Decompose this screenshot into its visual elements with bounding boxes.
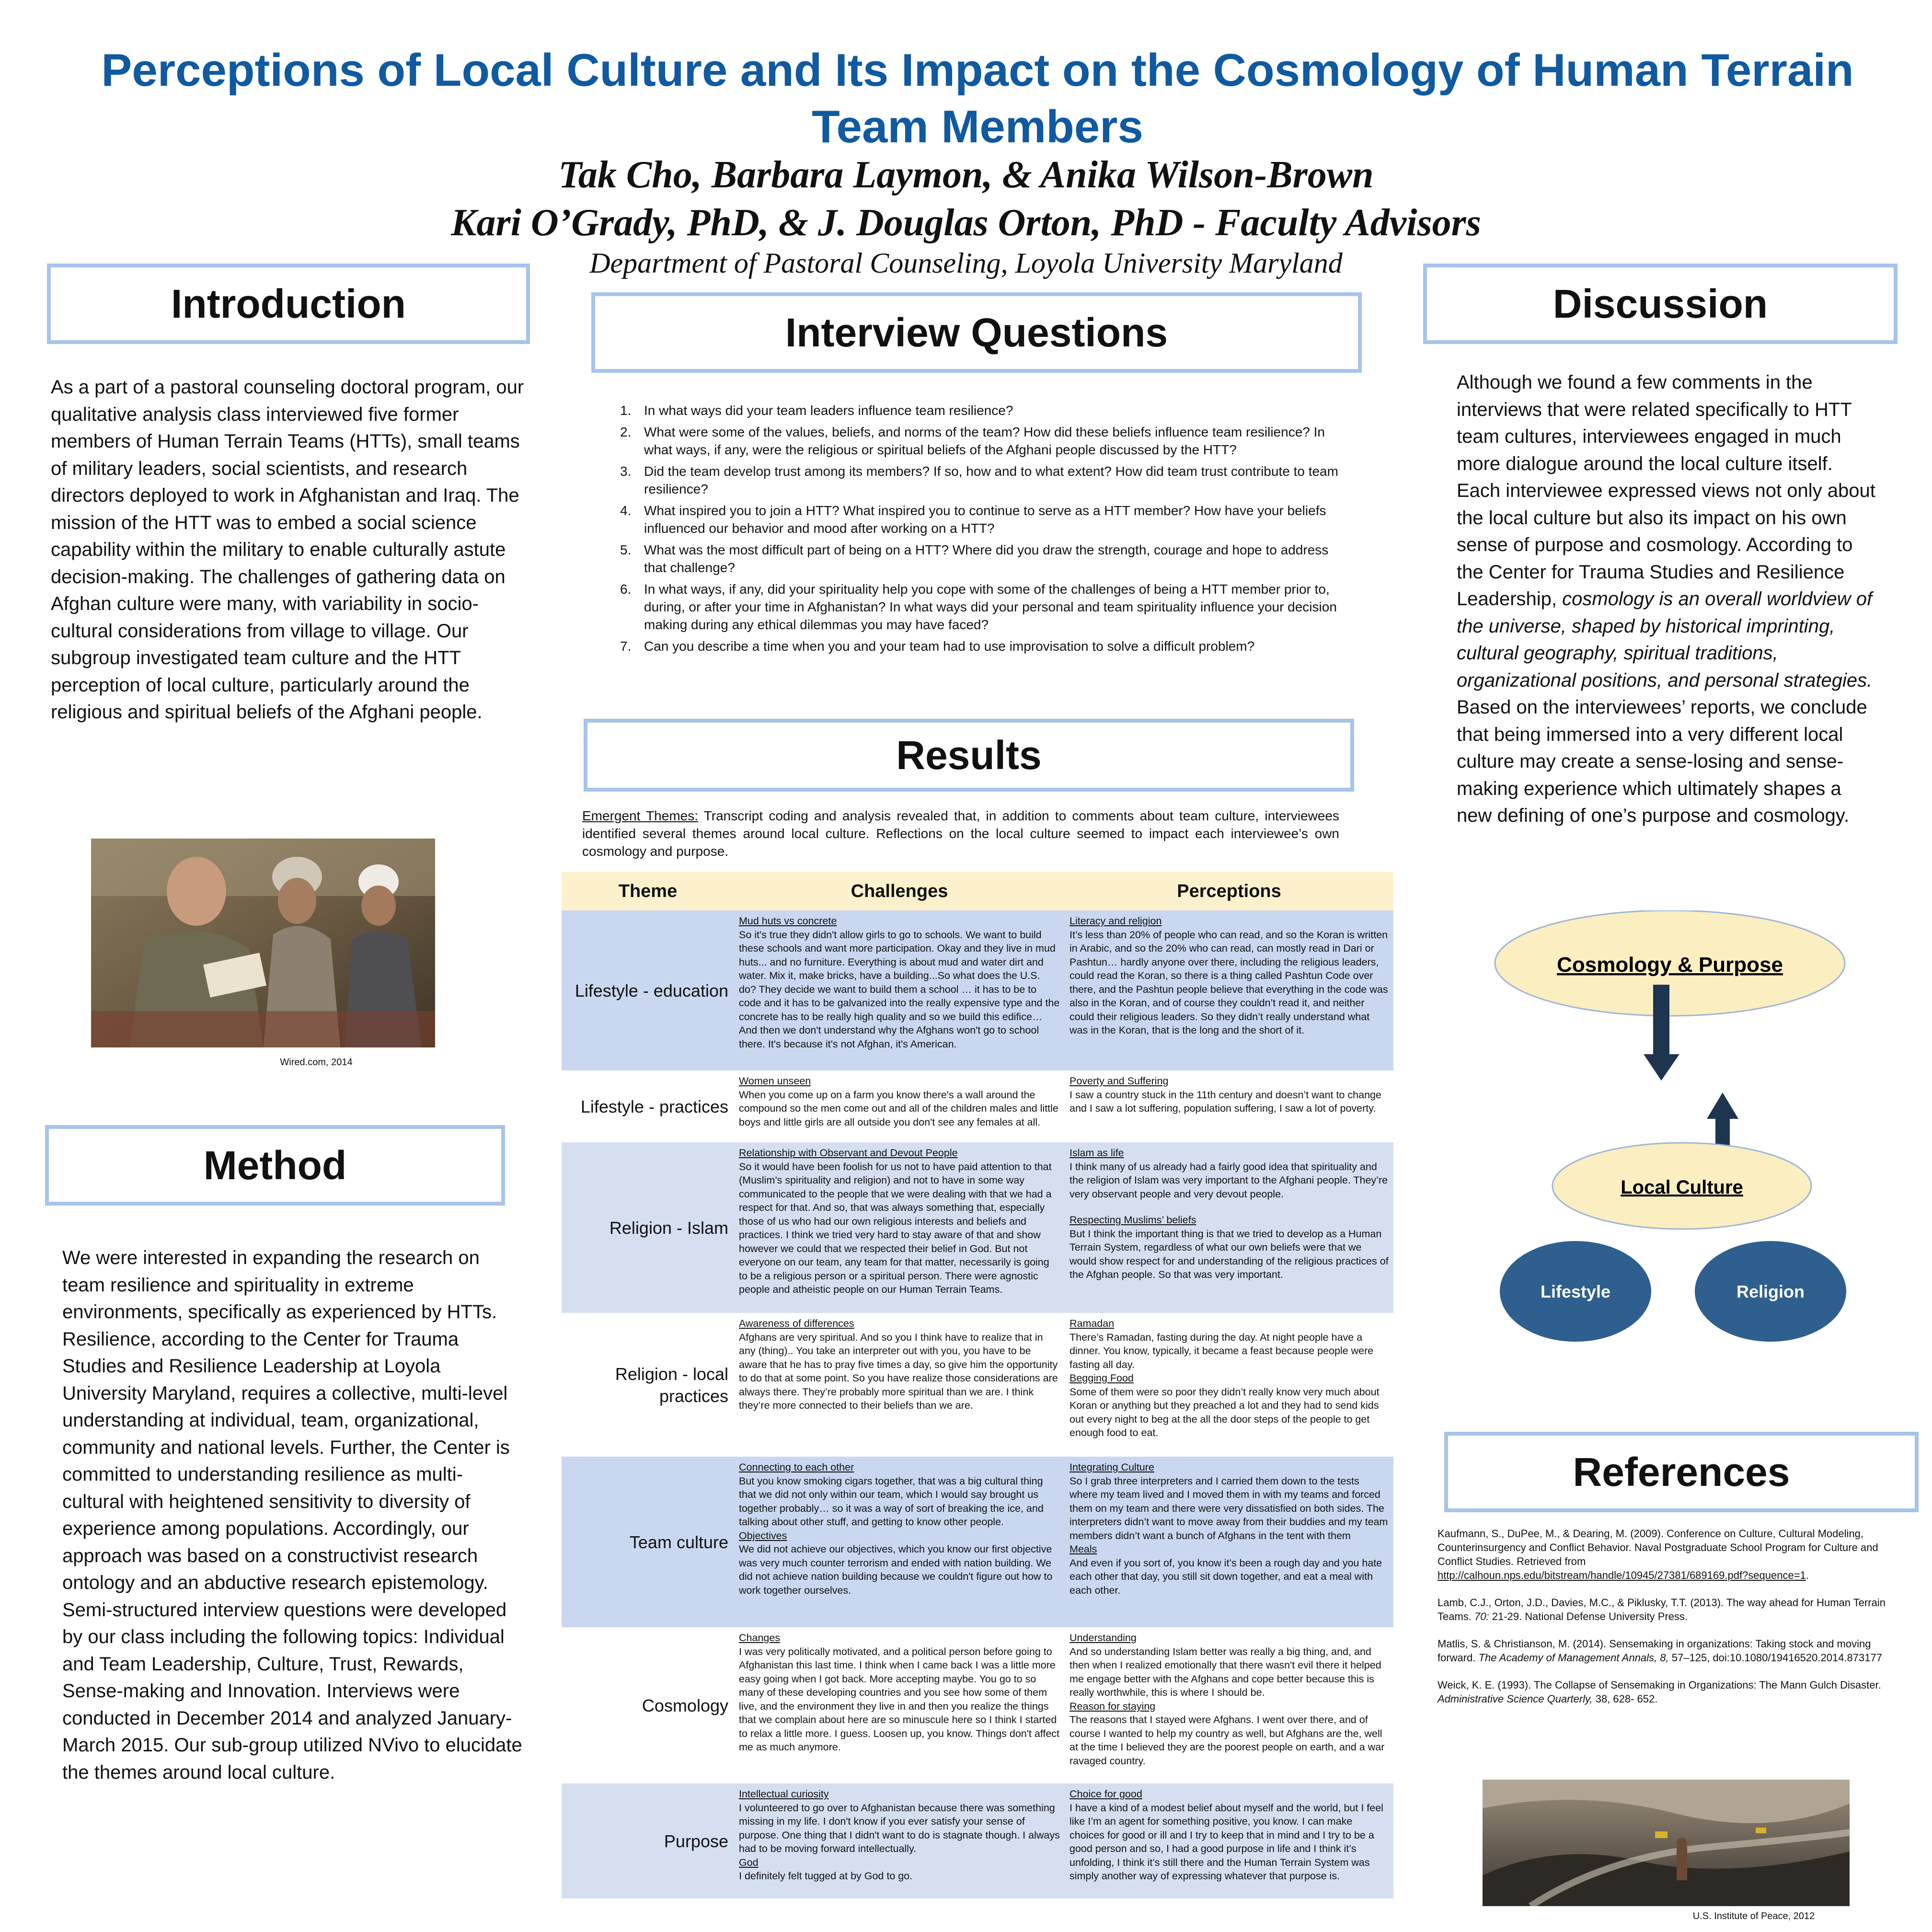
quote-subheading: Mud huts vs concrete <box>739 915 837 927</box>
reference-text: Matlis, S. & Christianson, M. (2014). Sensemaking in organizations: Taking stock and moving forward. <box>1438 1638 1871 1664</box>
question-number: 6. <box>620 582 632 597</box>
column-header-challenges: Challenges <box>734 872 1065 910</box>
question-text: In what ways did your team leaders influence team resilience? <box>644 403 1013 418</box>
challenges-cell <box>734 1070 1065 1142</box>
reference-text: 21-29. National Defense University Press. <box>1489 1610 1688 1622</box>
challenges-cell <box>734 910 1065 1070</box>
table-row <box>562 1070 1393 1142</box>
table-row <box>562 1627 1393 1783</box>
quote-text: I volunteered to go over to Afghanistan because there was something missing in my life. I don't know if you ever satisfy your sense of purpose. One thing that I didn't want to do is stagnate though. I always had to be moving forward intellectually. <box>739 1802 1060 1854</box>
emergent-themes <box>582 807 1339 860</box>
results-table <box>562 872 1393 1898</box>
question-text: What was the most difficult part of being on a HTT? Where did you draw the strength, courage and hope to address that challenge? <box>644 542 1329 575</box>
quote-text: I was very politically motivated, and a political person before going to Afghanistan this last time. I think when I came back I was a little more easy going when I got back. More accepting maybe. You go to so many of these developing countries and you see how some of them live, and the environment they live in and then you realize the things that we complain about here are so minuscule here so I think I started to relax a little more. I guess. Loosen up, you know. Things don't affect me as much anymore. <box>739 1645 1060 1753</box>
photo-illustration <box>91 839 435 1047</box>
reference-item <box>1438 1637 1898 1665</box>
authors: Tak Cho, Barbara Laymon, & Anika Wilson-Brown <box>558 154 1374 196</box>
perceptions-cell <box>1065 1142 1393 1313</box>
quote-text: I definitely felt tugged at by God to go. <box>739 1870 913 1882</box>
quote-text: But I think the important thing is that we tried to develop as a Human Terrain System, regardless of what our own beliefs were that we would show respect for and understanding of the religious practices of the Afghan people. So that was very important. <box>1070 1228 1389 1280</box>
emergent-themes-text: Transcript coding and analysis revealed that, in addition to comments about team culture, interviewees identified several themes around local culture. Reflections on the local culture seemed to impact each interviewee’s own cosmology and purpose. <box>582 808 1340 859</box>
interview-questions-heading: Interview Questions <box>591 292 1362 373</box>
interview-question <box>618 502 1346 537</box>
perceptions-cell <box>1065 1457 1393 1627</box>
challenges-cell <box>734 1142 1065 1313</box>
quote-text: The reasons that I stayed were Afghans. I went over there, and of course I wanted to help my country as well, but Afghans are the, well at the time I believed they are the poorest people on earth, and a war ravaged country. <box>1070 1714 1385 1767</box>
quote-text: It’s less than 20% of people who can read, and so the Koran is written in Arabic, and so the 20% who can read, can mostly read in Dari or Pashtun… hardly anyone over there, including the religious leaders, could read the Koran, so there is a thing called Pashtun Code over there, and the Pashtun people believe that everything in the code was also in the Koran, and of course they couldn’t read it, and neither could their religious leaders. So they didn’t really understand what was in the Koran, that is the long and the short of it. <box>1070 929 1388 1036</box>
quote-text: We did not achieve our objectives, which you know our first objective was very much counter terrorism and ended with nation building. We did not achieve nation building because we couldn't figure out how to work together ourselves. <box>739 1543 1053 1596</box>
introduction-text: As a part of a pastoral counseling doctoral program, our qualitative analysis class interviewed five former members of Human Terrain Teams (HTTs), small teams of military leaders, social scientists, and research directors deployed to work in Afghanistan and Iraq. The mission of the HTT was to embed a social science capability within the military to enable culturally astute decision-making. The challenges of gathering data on Afghan culture were many, with variability in socio-cultural considerations from village to village. Our subgroup investigated team culture and the HTT perception of local culture, particularly around the religious and spiritual beliefs of the Afghani people. <box>51 377 524 723</box>
quote-text: So it would have been foolish for us not to have paid attention to that (Muslim’s spirituality and religion) and not to have in some way communicated to the people that we were dealing with that we had a respect for that. And so, that was always something that, especially those of us who had our own religious interests and beliefs and practices. I think we tried very hard to stay aware of that and show however we could that we respected their belief in God. But not everyone on our team, any team for that matter, necessarily is going to be a religious person or a spiritual person. There were agnostic people and atheistic people on our Human Terrain Teams. <box>739 1161 1052 1295</box>
quote-subheading: Choice for good <box>1070 1788 1142 1800</box>
cosmology-purpose-label: Cosmology & Purpose <box>1557 953 1783 977</box>
department: Department of Pastoral Counseling, Loyola University Maryland <box>589 247 1343 279</box>
references-heading: References <box>1444 1432 1919 1512</box>
question-text: Did the team develop trust among its members? If so, how and to what extent? How did team trust contribute to team resilience? <box>644 464 1338 496</box>
perceptions-cell <box>1065 1070 1393 1142</box>
reference-text: Lamb, C.J., Orton, J.D., Davies, M.C., & Piklusky, T.T. (2013). The way ahead for Human Terrain Teams. <box>1438 1597 1886 1622</box>
question-text: In what ways, if any, did your spirituality help you cope with some of the challenges of being a HTT member prior to, during, or after your time in Afghanistan? In what ways did your personal and team spirituality influence your decision making during any ethical dilemmas you may have faced? <box>644 582 1337 632</box>
quote-subheading: Respecting Muslims’ beliefs <box>1070 1214 1196 1226</box>
table-header-row <box>562 872 1393 910</box>
question-number: 2. <box>620 425 632 439</box>
perceptions-cell <box>1065 910 1393 1070</box>
perceptions-cell <box>1065 1627 1393 1783</box>
reference-item <box>1438 1596 1898 1623</box>
quote-text: When you come up on a farm you know there's a wall around the compound so the men come out and all of the children males and little boys and little girls are all outside you don't see any females at all. <box>739 1089 1058 1128</box>
poster-title: Perceptions of Local Culture and Its Impact on the Cosmology of Human Terrain Team Members <box>101 45 1854 152</box>
table-row <box>562 1142 1393 1313</box>
reference-italic: Administrative Science Quarterly, <box>1438 1693 1593 1705</box>
quote-subheading: Awareness of differences <box>739 1318 854 1329</box>
interview-question <box>618 541 1346 576</box>
quote-text: I have a kind of a modest belief about myself and the world, but I feel like I’m an agent for something positive, you know. I can make choices for good or ill and I try to keep that in mind and I try to be a good person and so, I had a good purpose in life and I think it’s unfolding, I think it’s still there and the Human Terrain System was simply another way of expressing whatever that purpose is. <box>1070 1802 1383 1882</box>
interview-question <box>618 462 1346 498</box>
challenges-cell <box>734 1313 1065 1457</box>
spacer <box>1070 1201 1389 1213</box>
cosmology-definition: cosmology is an overall worldview of the universe, shaped by historical imprinting, cultural geography, spiritual traditions, organizational positions, and personal strategies. <box>1457 588 1873 691</box>
interview-question <box>618 402 1346 419</box>
religion-label: Religion <box>1736 1282 1805 1301</box>
perceptions-cell <box>1065 1313 1393 1457</box>
quote-subheading: Ramadan <box>1070 1318 1115 1329</box>
theme-cell: Purpose <box>562 1783 734 1898</box>
quote-subheading: Islam as life <box>1070 1147 1124 1159</box>
local-culture-label: Local Culture <box>1621 1177 1743 1198</box>
quote-subheading: Begging Food <box>1070 1372 1134 1384</box>
question-number: 1. <box>620 403 632 418</box>
interview-question-list <box>618 402 1346 659</box>
perceptions-cell <box>1065 1783 1393 1898</box>
theme-cell: Lifestyle - education <box>562 910 734 1070</box>
discussion-text <box>1457 369 1878 829</box>
quote-subheading: Connecting to each other <box>739 1461 854 1473</box>
table-row <box>562 1457 1393 1627</box>
introduction-photo-caption: Wired.com, 2014 <box>280 1057 353 1068</box>
quote-subheading: Intellectual curiosity <box>739 1788 829 1800</box>
quote-subheading: Changes <box>739 1632 781 1644</box>
results-heading: Results <box>584 719 1354 792</box>
emergent-themes-label: Emergent Themes: <box>582 808 699 823</box>
table-row <box>562 1313 1393 1457</box>
cosmology-diagram <box>1485 910 1893 1342</box>
interview-question <box>618 637 1346 655</box>
theme-cell: Cosmology <box>562 1627 734 1783</box>
quote-subheading: Women unseen <box>739 1075 811 1087</box>
question-number: 5. <box>620 542 632 557</box>
reference-text: Weick, K. E. (1993). The Collapse of Sensemaking in Organizations: The Mann Gulch Disaster. <box>1438 1679 1881 1691</box>
discussion-heading: Discussion <box>1423 264 1898 344</box>
question-number: 4. <box>620 503 632 518</box>
challenges-cell <box>734 1627 1065 1783</box>
quote-text: And so understanding Islam better was really a big thing, and, and then when I realized emotionally that there wasn't evil there it helped me engage better with the Afghans and cope better because this is really worthwhile, this is where I should be. <box>1070 1645 1381 1698</box>
method-text: We were interested in expanding the research on team resilience and spirituality in extreme environments, specifically as experienced by HTTs. Resilience, according to the Center for Trauma Studies and Resilience Leadership at Loyola University Maryland, requires a collective, multi-level understanding at individual, team, organizational, community and national levels. Further, the Center is committed to understanding resilience as multi-cultural with heightened sensitivity to diversity of experience among populations. Accordingly, our approach was based on a constructivist research ontology and an abductive research epistemology. Semi-structured interview questions were developed by our class including the following topics: Individual and Team Leadership, Culture, Trust, Rewards, Sense-making and Innovation. Interviews were conducted in December 2014 and analyzed January- March 2015. Our sub-group utilized NVivo to elucidate the themes around local culture. <box>62 1247 522 1783</box>
quote-subheading: Integrating Culture <box>1070 1461 1154 1473</box>
column-header-theme: Theme <box>562 872 734 910</box>
quote-text: So I grab three interpreters and I carried them down to the tests where my team lived and I moved them in with my teams and forced them on my team and there were very dissatisfied on both sides. The interpreters didn’t want to move away from their buddies and my team members didn’t want a bunch of Afghans in the tent with them <box>1070 1475 1388 1541</box>
quote-subheading: Understanding <box>1070 1632 1137 1644</box>
theme-cell: Team culture <box>562 1457 734 1627</box>
question-number: 3. <box>620 464 632 479</box>
down-arrow-icon <box>1644 1054 1679 1081</box>
discussion-text-part: Based on the interviewees’ reports, we conclude that being immersed into a very different local culture may create a sense-losing and sense-making experience which ultimately shapes a new defining of one’s purpose and cosmology. <box>1457 697 1867 826</box>
interview-question <box>618 423 1346 459</box>
introduction-heading: Introduction <box>47 264 530 344</box>
question-number: 7. <box>620 639 632 654</box>
references-photo-caption: U.S. Institute of Peace, 2012 <box>1692 1911 1815 1921</box>
discussion-text-part: Although we found a few comments in the interviews that were related specifically to HTT team cultures, interviewees engaged in much more dialogue around the local culture itself. Each interviewee expressed views not only about the local culture but also its impact on his own sense of purpose and cosmology. According to the Center for Trauma Studies and Resilience Leadership, <box>1457 372 1875 610</box>
reference-text: 38, 628- 652. <box>1592 1693 1658 1705</box>
up-arrow-icon <box>1707 1092 1738 1119</box>
reference-text: . <box>1806 1569 1809 1581</box>
quote-subheading: Poverty and Suffering <box>1070 1075 1169 1087</box>
reference-item <box>1438 1678 1898 1706</box>
theme-cell: Lifestyle - practices <box>562 1070 734 1142</box>
interview-question <box>618 580 1346 633</box>
quote-subheading: Objectives <box>739 1530 787 1541</box>
table-row <box>562 1783 1393 1898</box>
question-text: What were some of the values, beliefs, and norms of the team? How did these beliefs influence team resilience? In what ways, if any, were the religious or spiritual beliefs of the Afghani people discussed by the HTT? <box>644 425 1325 457</box>
reference-italic: The Academy of Management Annals, 8, <box>1478 1652 1669 1664</box>
reference-list <box>1438 1527 1898 1719</box>
reference-italic: 70: <box>1474 1610 1489 1622</box>
soldier-meeting-photo <box>91 839 435 1047</box>
question-text: What inspired you to join a HTT? What inspired you to continue to serve as a HTT member? How have your beliefs influenced our behavior and mood after working on a HTT? <box>644 503 1326 536</box>
column-header-perceptions: Perceptions <box>1065 872 1393 910</box>
challenges-cell <box>734 1457 1065 1627</box>
quote-subheading: Relationship with Observant and Devout People <box>739 1147 958 1159</box>
quote-text: I think many of us already had a fairly good idea that spirituality and the religion of Islam was very important to the Afghani people. They’re very observant people and very devout people. <box>1070 1161 1388 1200</box>
reference-item <box>1438 1527 1898 1582</box>
quote-subheading: Reason for staying <box>1070 1700 1156 1712</box>
table-row <box>562 910 1393 1070</box>
quote-text: There’s Ramadan, fasting during the day. At night people have a dinner. You know, typically, it became a feast because people were fasting all day. <box>1070 1331 1374 1370</box>
method-heading: Method <box>45 1125 505 1206</box>
theme-cell: Religion - local practices <box>562 1313 734 1457</box>
reference-text: Kaufmann, S., DuPee, M., & Dearing, M. (2009). Conference on Culture, Cultural Modeling, Counterinsurgency and Conflict Behavior. Naval Postgraduate School Program for Culture and Conflict Studies. Retrieved from <box>1438 1528 1878 1567</box>
quote-text: But you know smoking cigars together, that was a big cultural thing that we did not only within our team, which I would say brought us together probably… so it was a way of sort of breaking the ice, and talking about other stuff, and getting to know other people. <box>739 1475 1044 1528</box>
question-text: Can you describe a time when you and your team had to use improvisation to solve a difficult problem? <box>644 639 1255 654</box>
quote-text: Some of them were so poor they didn’t really know very much about Koran or anything but they preached a lot and they had to send kids out every night to beg at the all the door steps of the people to get enough food to eat. <box>1070 1386 1380 1438</box>
quote-subheading: God <box>739 1856 759 1868</box>
quote-text: So it's true they didn't allow girls to go to schools. We want to build these schools and want more participation. Okay and they live in mud huts... and no furniture. Everything is about mud and water dirt and water. Mix it, make bricks, have a building...So what does the U.S. do? They decide we want to build them a school … it has to be to code and it has to be galvanized into the really expensive type and the concrete has to be really high quality and so we build this edifice… And then we don't understand why the Afghans won't go to school there. It's because it's not Afghan, it's American. <box>739 929 1060 1050</box>
quote-text: Afghans are very spiritual. And so you I think have to realize that in any (thing).. You take an interpreter out with you, you have to be aware that he has to pray five times a day, so give him the opportunity to do that at some point. So you have realize those considerations are always there. They’re probably more spiritual than we are. I think they’re more connected to their beliefs than we are. <box>739 1331 1058 1411</box>
quote-subheading: Literacy and religion <box>1070 915 1162 927</box>
reference-text: 57–125, doi:10.1080/19416520.2014.873177 <box>1668 1652 1882 1664</box>
down-arrow-shaft <box>1653 985 1669 1057</box>
photo-illustration <box>1483 1780 1850 1906</box>
lifestyle-label: Lifestyle <box>1540 1282 1611 1301</box>
quote-text: I saw a country stuck in the 11th century and doesn’t want to change and I saw a lot suffering, population suffering, I saw a lot of poverty. <box>1070 1089 1381 1114</box>
challenges-cell <box>734 1783 1065 1898</box>
reference-link[interactable]: http://calhoun.nps.edu/bitstream/handle/10945/27381/689169.pdf?sequence=1 <box>1438 1569 1806 1581</box>
faculty-advisors: Kari O’Grady, PhD, & J. Douglas Orton, PhD - Faculty Advisors <box>451 202 1481 244</box>
theme-cell: Religion - Islam <box>562 1142 734 1313</box>
quote-text: And even if you sort of, you know it’s been a rough day and you hate each other that day, you still sit down together, and eat a meal with each other. <box>1070 1557 1382 1596</box>
afghan-landscape-photo <box>1483 1780 1850 1906</box>
quote-subheading: Meals <box>1070 1543 1097 1555</box>
